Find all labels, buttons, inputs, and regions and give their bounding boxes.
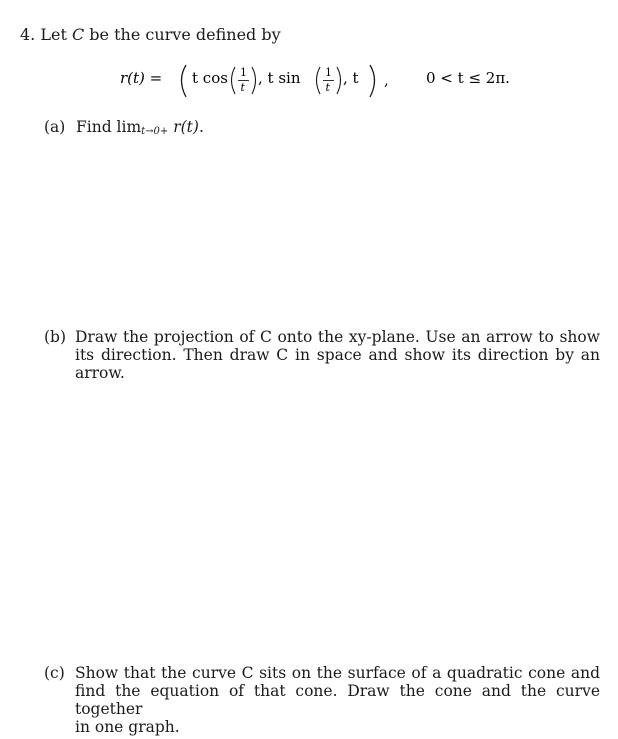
- equation-comp3: , t: [343, 69, 359, 87]
- frac1-den: t: [240, 81, 245, 94]
- limit-subscript: t→0+: [141, 126, 169, 137]
- part-b-line-3: arrow.: [75, 364, 125, 382]
- problem-number: 4.: [20, 25, 36, 44]
- intro-prefix: Let: [40, 25, 72, 44]
- part-c-line-3: in one graph.: [75, 718, 180, 736]
- problem-heading: [20, 27, 281, 43]
- part-c-line-1: Show that the curve C sits on the surface of a quadratic cone and: [75, 664, 600, 682]
- equation-trailing-comma: ,: [384, 71, 389, 89]
- equation-comp1: t cos: [192, 69, 228, 87]
- curve-equation: [0, 52, 618, 108]
- curve-symbol: C: [71, 25, 85, 44]
- frac2-num: 1: [325, 66, 332, 79]
- equation-svg: [0, 52, 618, 108]
- frac2-den: t: [325, 81, 330, 94]
- equation-comp2: , t sin: [258, 69, 301, 87]
- frac1-num: 1: [240, 66, 247, 79]
- part-c-label: (c): [44, 664, 65, 682]
- part-b-text: [75, 328, 600, 382]
- part-a-text: [76, 120, 204, 136]
- part-a-label: (a): [44, 118, 66, 136]
- frac2-left-paren: [317, 67, 321, 94]
- part-b-label: (b): [44, 328, 67, 346]
- equation-lhs: r(t) =: [120, 69, 163, 87]
- part-c-text: [75, 664, 600, 736]
- big-left-paren: [182, 65, 187, 97]
- frac2-right-paren: [337, 67, 341, 94]
- part-b-line-2: its direction. Then draw C in space and show its direction by an: [75, 346, 600, 364]
- frac1-right-paren: [252, 67, 256, 94]
- equation-domain: 0 < t ≤ 2π.: [426, 69, 510, 87]
- intro-suffix: be the curve defined by: [84, 25, 281, 44]
- part-c-line-2: find the equation of that cone. Draw the cone and the curve together: [75, 682, 600, 718]
- frac1-left-paren: [232, 67, 236, 94]
- big-right-paren: [370, 65, 375, 97]
- part-b-line-1: Draw the projection of C onto the xy-plane. Use an arrow to show: [75, 328, 600, 346]
- part-a-suffix: r(t).: [168, 118, 204, 136]
- part-a-prefix: Find lim: [76, 118, 142, 136]
